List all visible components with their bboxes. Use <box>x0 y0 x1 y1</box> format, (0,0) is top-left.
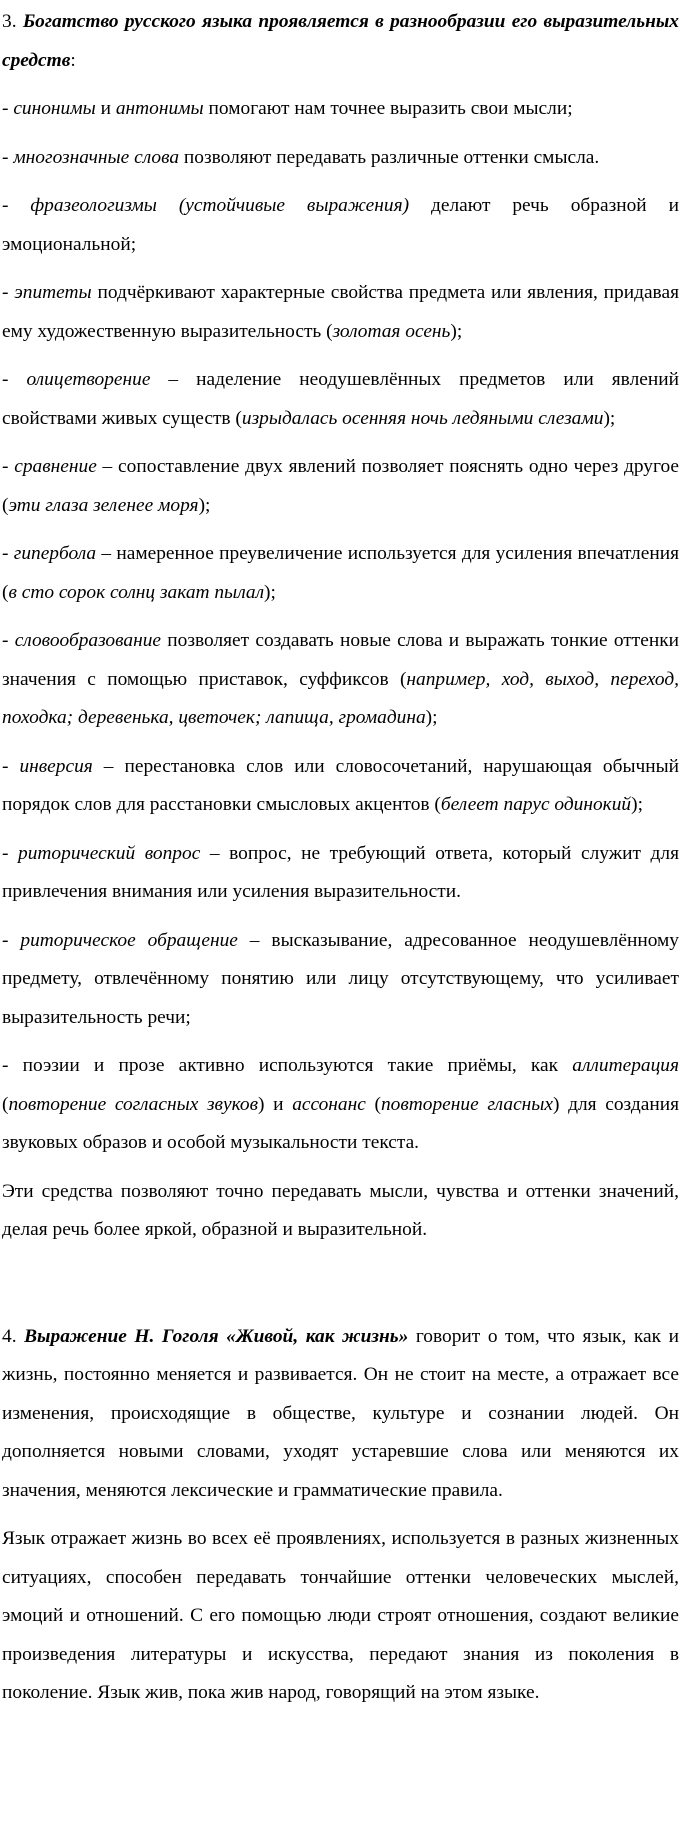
term-italic: изрыдалась осенняя ночь ледяными слезами <box>241 407 604 429</box>
item-text: позволяют передавать различные оттенки смысла. <box>179 146 600 168</box>
term-italic: словообразование <box>14 630 162 651</box>
item-text: – высказывание, адресованное неодушевлённому предмету, отвлечённому понятию или лицу отсутствующему, что усиливает выразительность речи; <box>2 929 679 1028</box>
list-item <box>2 90 679 129</box>
item-text: - <box>2 456 15 477</box>
section-3-heading <box>2 3 679 80</box>
term-italic: риторическое обращение <box>20 929 238 951</box>
term-italic: синонимы <box>13 98 96 119</box>
term-italic: эпитеты <box>14 282 92 303</box>
list-item <box>2 622 679 738</box>
term-italic: повторение гласных <box>380 1093 554 1115</box>
item-text: - <box>2 755 20 777</box>
item-text: - <box>2 369 27 390</box>
item-text: - <box>2 146 14 168</box>
item-text: ( <box>2 1093 9 1115</box>
term-italic: ассонанс <box>292 1093 366 1115</box>
item-text: ( <box>365 1093 381 1115</box>
item-text: ); <box>603 407 616 429</box>
term-italic: в сто сорок солнц закат пылал <box>8 581 265 603</box>
section-4-paragraph: Язык отражает жизнь во всех её проявлениях, используется в разных жизненных ситуациях, способен передавать тончайшие оттенки человеческих мыслей, эмоций и отношений. С его помощью люди строят отношения, создают великие произведения литературы и искусства, передают знания из поколения в поколение. Язык жив, пока жив народ, говорящий на этом языке. <box>2 1528 679 1703</box>
item-text: – сопоставление двух явлений позволяет пояснять одно через другое ( <box>2 456 680 516</box>
list-item <box>2 139 679 178</box>
item-text: – вопрос, не требующий ответа, который служит для привлечения внимания или усиления выразительности. <box>2 842 679 902</box>
term-italic: эти глаза зеленее моря <box>8 494 199 516</box>
term-italic: фразеологизмы (устойчивые выражения) <box>30 195 410 216</box>
section-3-conclusion: Эти средства позволяют точно передавать мысли, чувства и оттенки значений, делая речь более яркой, образной и выразительной. <box>2 1180 679 1240</box>
term-italic: многозначные слова <box>13 146 180 168</box>
term-italic: риторический вопрос <box>18 842 201 864</box>
section-3-number: 3. <box>2 11 17 32</box>
item-text: - <box>2 929 21 951</box>
item-text: – перестановка слов или словосочетаний, нарушающая обычный порядок слов для расстановки смысловых акцентов ( <box>2 755 679 815</box>
term-italic: гипербола <box>13 543 97 564</box>
item-text: ) и <box>258 1093 293 1115</box>
term-italic: инверсия <box>19 755 93 777</box>
item-text: позволяет создавать новые слова и выражать тонкие оттенки значения с помощью приставок, суффиксов ( <box>2 630 679 690</box>
list-item <box>2 187 679 264</box>
list-item <box>2 448 679 525</box>
item-text: - <box>2 630 15 651</box>
section-4-intro-text: говорит о том, что язык, как и жизнь, постоянно меняется и развивается. Он не стоит на месте, а отражает все изменения, происходящие в обществе, культуре и сознании людей. Он дополняется новыми словами, уходят устаревшие слова или меняются их значения, меняются лексические и грамматические правила. <box>2 1325 679 1501</box>
list-item <box>2 1047 679 1163</box>
term-italic: белеет парус одинокий <box>440 794 632 815</box>
item-text: ); <box>198 494 211 516</box>
list-item <box>2 535 679 612</box>
term-italic: антонимы <box>115 98 204 119</box>
term-italic: сравнение <box>14 456 97 477</box>
section-4-title: Выражение Н. Гоголя «Живой, как жизнь» <box>24 1325 409 1347</box>
section-3-title: Богатство русского языка проявляется в разнообразии его выразительных средств <box>2 11 679 71</box>
item-text: – наделение неодушевлённых предметов или явлений свойствами живых существ ( <box>2 369 679 429</box>
item-text: ); <box>450 320 463 342</box>
item-text: - <box>2 842 19 864</box>
item-text: делают речь образной и эмоциональной; <box>2 195 679 255</box>
item-text: - <box>2 195 31 216</box>
item-text: – намеренное преувеличение используется для усиления впечатления ( <box>2 543 679 603</box>
item-text: и <box>95 98 116 119</box>
item-text: ); <box>425 707 438 728</box>
item-text: - <box>2 543 14 564</box>
item-text: - поэзии и прозе активно используются такие приёмы, как <box>2 1055 573 1076</box>
list-item <box>2 274 679 351</box>
list-item <box>2 748 679 825</box>
list-item <box>2 922 679 1038</box>
term-italic: повторение согласных звуков <box>8 1093 259 1115</box>
list-item <box>2 361 679 438</box>
item-text: ); <box>264 581 276 603</box>
item-text: ); <box>631 794 643 815</box>
list-item <box>2 835 679 912</box>
item-text: подчёркивают характерные свойства предмета или явления, придавая ему художественную выразительность ( <box>2 282 679 342</box>
item-text: - <box>2 98 14 119</box>
item-text: ) для создания звуковых образов и особой музыкальности текста. <box>2 1093 680 1153</box>
term-italic: аллитерация <box>572 1055 679 1076</box>
section-4-intro <box>2 1318 679 1511</box>
document-page <box>0 3 681 1713</box>
term-italic: золотая осень <box>332 320 451 342</box>
section-4-number: 4. <box>2 1325 17 1347</box>
term-italic: олицетворение <box>26 369 151 390</box>
term-italic: например, ход, выход, переход, походка; деревенька, цветочек; лапища, громадина <box>2 668 679 728</box>
item-text: - <box>2 282 15 303</box>
expressive-means-list <box>2 90 679 1163</box>
item-text: помогают нам точнее выразить свои мысли; <box>203 98 573 119</box>
section-spacer <box>2 1260 679 1318</box>
section-3-title-colon: : <box>70 49 76 71</box>
